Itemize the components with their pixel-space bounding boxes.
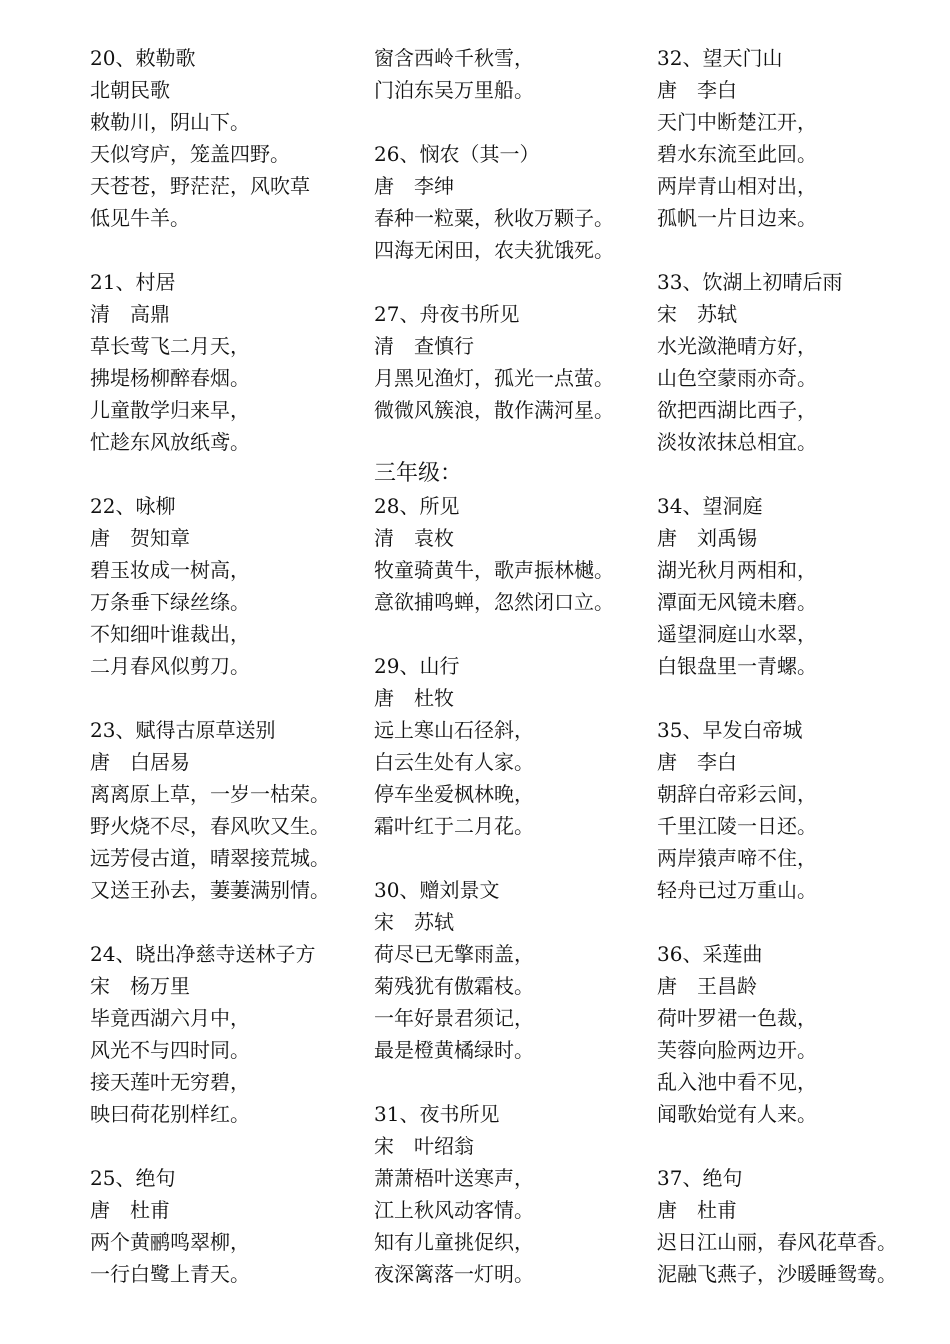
poem-line: 29、山行 — [374, 654, 460, 678]
spacer — [657, 906, 937, 938]
poem-line: 霜叶红于二月花。 — [374, 814, 534, 838]
poem-line: 遥望洞庭山水翠， — [657, 622, 817, 646]
spacer — [90, 234, 360, 266]
poem-line: 萧萧梧叶送寒声， — [374, 1166, 534, 1190]
poem-line: 远芳侵古道，晴翠接荒城。 — [90, 846, 330, 870]
poem-line: 两个黄鹂鸣翠柳， — [90, 1230, 250, 1254]
grade-heading: 三年级： — [374, 461, 463, 486]
poem-line: 天门中断楚江开， — [657, 110, 817, 134]
poem-line: 唐 杜甫 — [657, 1198, 737, 1222]
poem-line: 35、早发白帝城 — [657, 718, 803, 742]
poem-line: 30、赠刘景文 — [374, 878, 500, 902]
poem-line: 不知细叶谁裁出， — [90, 622, 250, 646]
poem-line: 清 查慎行 — [374, 334, 474, 358]
poem-line: 碧玉妆成一树高， — [90, 558, 250, 582]
poem-line: 天似穹庐，笼盖四野。 — [90, 142, 290, 166]
poem-line: 夜深篱落一灯明。 — [374, 1262, 534, 1286]
poem-line: 乱入池中看不见， — [657, 1070, 817, 1094]
poem-line: 敕勒川，阴山下。 — [90, 110, 250, 134]
poem-line: 四海无闲田，农夫犹饿死。 — [374, 238, 614, 262]
poem-line: 清 高鼎 — [90, 302, 170, 326]
poem-line: 25、绝句 — [90, 1166, 176, 1190]
spacer — [657, 234, 937, 266]
poem-line: 白云生处有人家。 — [374, 750, 534, 774]
poem-line: 知有儿童挑促织， — [374, 1230, 534, 1254]
spacer — [90, 458, 360, 490]
poem-line: 碧水东流至此回。 — [657, 142, 817, 166]
poem-line: 停车坐爱枫林晚， — [374, 782, 534, 806]
poem-line: 又送王孙去，萋萋满别情。 — [90, 878, 330, 902]
poem-line: 月黑见渔灯，孤光一点萤。 — [374, 366, 614, 390]
poem-line: 唐 刘禹锡 — [657, 526, 757, 550]
poem-line: 天苍苍，野茫茫，风吹草 — [90, 174, 310, 198]
spacer — [90, 682, 360, 714]
poem-line: 江上秋风动客情。 — [374, 1198, 534, 1222]
poem-line: 23、赋得古原草送别 — [90, 718, 276, 742]
poem-line: 万条垂下绿丝绦。 — [90, 590, 250, 614]
poem-line: 21、村居 — [90, 270, 176, 294]
poem-line: 毕竟西湖六月中， — [90, 1006, 250, 1030]
poem-line: 儿童散学归来早， — [90, 398, 250, 422]
poem-line: 水光潋滟晴方好， — [657, 334, 817, 358]
poem-line: 宋 苏轼 — [657, 302, 737, 326]
poem-line: 20、敕勒歌 — [90, 46, 196, 70]
poem-line: 朝辞白帝彩云间， — [657, 782, 817, 806]
poem-line: 二月春风似剪刀。 — [90, 654, 250, 678]
poem-line: 远上寒山石径斜， — [374, 718, 534, 742]
poem-line: 拂堤杨柳醉春烟。 — [90, 366, 250, 390]
poem-line: 宋 叶绍翁 — [374, 1134, 474, 1158]
spacer — [657, 682, 937, 714]
poem-line: 闻歌始觉有人来。 — [657, 1102, 817, 1126]
spacer — [374, 106, 644, 138]
poem-line: 唐 杜甫 — [90, 1198, 170, 1222]
poem-line: 唐 王昌龄 — [657, 974, 757, 998]
poem-line: 离离原上草，一岁一枯荣。 — [90, 782, 330, 806]
poem-line: 山色空蒙雨亦奇。 — [657, 366, 817, 390]
poem-line: 湖光秋月两相和， — [657, 558, 817, 582]
poem-line: 牧童骑黄牛，歌声振林樾。 — [374, 558, 614, 582]
poem-line: 潭面无风镜未磨。 — [657, 590, 817, 614]
poem-line: 36、采莲曲 — [657, 942, 763, 966]
poem-line: 24、晓出净慈寺送林子方 — [90, 942, 316, 966]
poem-line: 26、悯农（其一） — [374, 142, 540, 166]
poem-line: 31、夜书所见 — [374, 1102, 500, 1126]
poem-line: 22、咏柳 — [90, 494, 176, 518]
poem-line: 迟日江山丽，春风花草香。 — [657, 1230, 897, 1254]
poem-line: 33、饮湖上初晴后雨 — [657, 270, 843, 294]
spacer — [90, 1130, 360, 1162]
poem-line: 野火烧不尽，春风吹又生。 — [90, 814, 330, 838]
spacer — [374, 842, 644, 874]
poem-line: 门泊东吴万里船。 — [374, 78, 534, 102]
poem-line: 宋 杨万里 — [90, 974, 190, 998]
poem-line: 欲把西湖比西子， — [657, 398, 817, 422]
poem-line: 孤帆一片日边来。 — [657, 206, 817, 230]
poem-line: 芙蓉向脸两边开。 — [657, 1038, 817, 1062]
poem-line: 窗含西岭千秋雪， — [374, 46, 534, 70]
poem-line: 一行白鹭上青天。 — [90, 1262, 250, 1286]
poem-line: 千里江陵一日还。 — [657, 814, 817, 838]
poem-line: 接天莲叶无穷碧， — [90, 1070, 250, 1094]
poem-line: 忙趁东风放纸鸢。 — [90, 430, 250, 454]
poem-line: 泥融飞燕子，沙暖睡鸳鸯。 — [657, 1262, 897, 1286]
poem-line: 菊残犹有傲霜枝。 — [374, 974, 534, 998]
spacer — [657, 458, 937, 490]
poem-line: 唐 白居易 — [90, 750, 190, 774]
poem-line: 微微风簇浪，散作满河星。 — [374, 398, 614, 422]
spacer — [374, 426, 644, 458]
column-3 — [657, 42, 937, 1290]
poem-line: 一年好景君须记， — [374, 1006, 534, 1030]
poem-line: 两岸猿声啼不住， — [657, 846, 817, 870]
poem-line: 淡妆浓抹总相宜。 — [657, 430, 817, 454]
poem-line: 唐 李绅 — [374, 174, 454, 198]
poem-line: 最是橙黄橘绿时。 — [374, 1038, 534, 1062]
poem-line: 唐 李白 — [657, 750, 737, 774]
poem-line: 草长莺飞二月天， — [90, 334, 250, 358]
poem-line: 荷叶罗裙一色裁， — [657, 1006, 817, 1030]
spacer — [374, 266, 644, 298]
poem-line: 34、望洞庭 — [657, 494, 763, 518]
poem-line: 宋 苏轼 — [374, 910, 454, 934]
poem-line: 低见牛羊。 — [90, 206, 190, 230]
poem-line: 北朝民歌 — [90, 78, 170, 102]
poem-line: 白银盘里一青螺。 — [657, 654, 817, 678]
poem-line: 两岸青山相对出， — [657, 174, 817, 198]
spacer — [374, 618, 644, 650]
poem-line: 唐 杜牧 — [374, 686, 454, 710]
column-1 — [90, 42, 360, 1290]
poem-line: 轻舟已过万重山。 — [657, 878, 817, 902]
column-2 — [374, 42, 644, 1290]
poem-line: 32、望天门山 — [657, 46, 783, 70]
poem-line: 清 袁枚 — [374, 526, 454, 550]
poem-line: 唐 贺知章 — [90, 526, 190, 550]
poem-line: 春种一粒粟，秋收万颗子。 — [374, 206, 614, 230]
poem-line: 映曰荷花别样红。 — [90, 1102, 250, 1126]
poem-line: 意欲捕鸣蝉，忽然闭口立。 — [374, 590, 614, 614]
spacer — [374, 1066, 644, 1098]
poem-line: 唐 李白 — [657, 78, 737, 102]
poem-line: 37、绝句 — [657, 1166, 743, 1190]
poem-line: 28、所见 — [374, 494, 460, 518]
spacer — [657, 1130, 937, 1162]
poem-line: 荷尽已无擎雨盖， — [374, 942, 534, 966]
poem-line: 风光不与四时同。 — [90, 1038, 250, 1062]
spacer — [90, 906, 360, 938]
poem-line: 27、舟夜书所见 — [374, 302, 520, 326]
